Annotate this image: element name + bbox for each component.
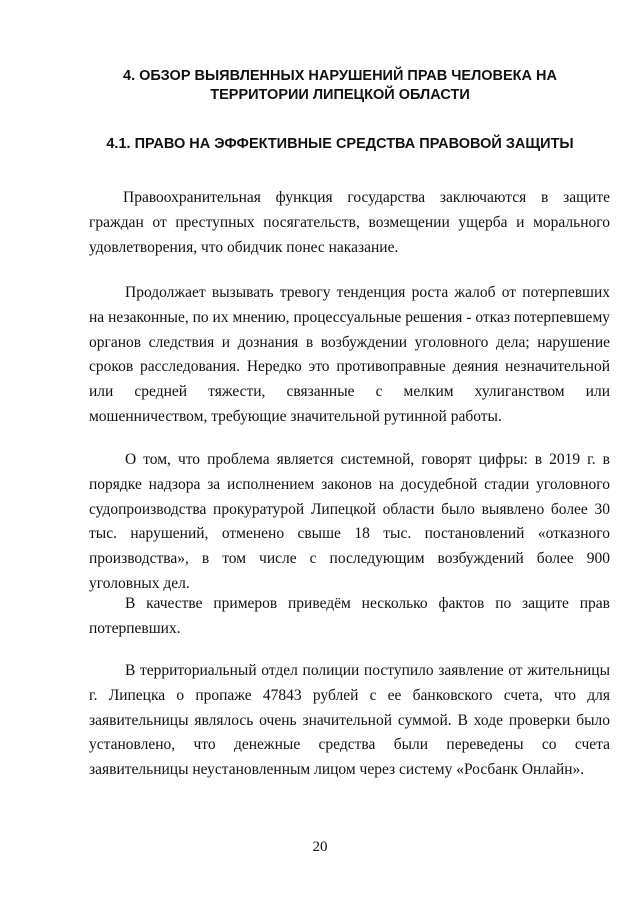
paragraph-3: О том, что проблема является системной, говорят цифры: в 2019 г. в порядке надзора за исполнением законов на досудебной стадии уголовного судопроизводства прокуратурой Липецкой области было выявлено более 30 тыс. нарушений, отменено свыше 18 тыс. постановлений «отказного производства», в том числе с последующим возбуждений более 900 уголовных дел. [89,451,610,592]
section-heading [80,67,600,105]
section-heading-line-1: 4. ОБЗОР ВЫЯВЛЕННЫХ НАРУШЕНИЙ ПРАВ ЧЕЛОВЕКА НА [123,68,557,84]
paragraph-2: Продолжает вызывать тревогу тенденция роста жалоб от потерпевших на незаконные, по их мнению, процессуальные решения - отказ потерпевшему органов следствия и дознания в возбуждении уголовного дела; нарушение сроков расследования. Нередко это противоправные деяния незначительной или средней тяжести, связанные с мелким хулиганством или мошенничеством, требующие значительной рутинной работы. [89,284,610,425]
paragraph-5: В территориальный отдел полиции поступило заявление от жительницы г. Липецка о пропаже 47843 рублей с ее банковского счета, что для заявительницы являлось очень значительной суммой. В ходе проверки было установлено, что денежные средства были переведены со счета заявительницы неустановленным лицом через систему «Росбанк Онлайн». [89,662,610,779]
paragraph-4: В качестве примеров приведём несколько фактов по защите прав потерпевших. [89,595,610,637]
page-number: 20 [312,839,328,855]
subsection-heading: 4.1. ПРАВО НА ЭФФЕКТИВНЫЕ СРЕДСТВА ПРАВОВОЙ ЗАЩИТЫ [106,136,574,152]
paragraph-1: Правоохранительная функция государства заключаются в защите граждан от преступных посягательств, возмещении ущерба и морального удовлетворения, что обидчик понес наказание. [89,189,610,256]
section-heading-line-2: ТЕРРИТОРИИ ЛИПЕЦКОЙ ОБЛАСТИ [210,87,470,103]
